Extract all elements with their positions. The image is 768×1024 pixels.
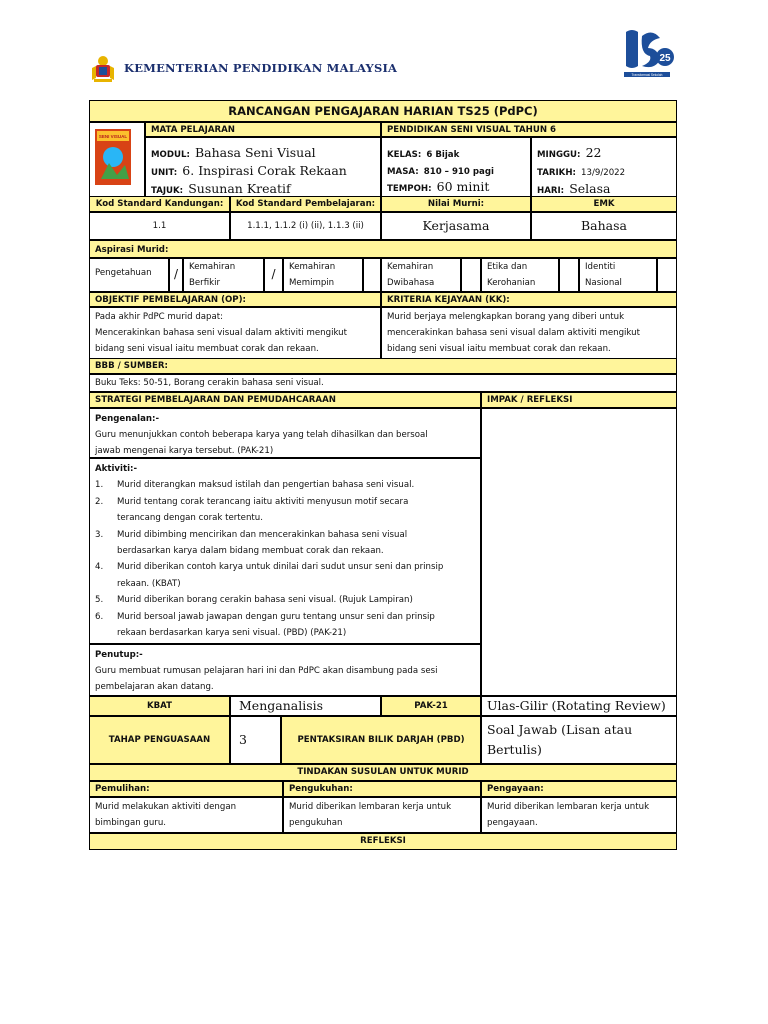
- pengukuhan-text: [283, 797, 481, 833]
- unit-value: 6. Inspirasi Corak Rekaan: [182, 163, 347, 178]
- kod-standard-kandungan-header: Kod Standard Kandungan:: [89, 196, 230, 212]
- aktiviti-item-number: 5.: [95, 595, 104, 606]
- aspirasi-etika-kerohanian-mark: [559, 258, 579, 292]
- impak-refleksi-area[interactable]: [481, 408, 677, 696]
- kelas-value: 6 Bijak: [426, 150, 460, 160]
- pengenalan-section: [89, 408, 481, 458]
- minggu-label: MINGGU:: [537, 150, 581, 160]
- aktiviti-item: [95, 559, 475, 592]
- tahap-penguasaan-value: 3: [230, 716, 281, 764]
- pengenalan-label: Pengenalan:-: [95, 414, 160, 424]
- tempoh-label: TEMPOH:: [387, 184, 432, 194]
- bbb-text: Buku Teks: 50-51, Borang cerakin bahasa seni visual.: [89, 374, 677, 392]
- strategi-label: STRATEGI PEMBELAJARAN DAN PEMUDAHCARAAN: [89, 392, 481, 408]
- aktiviti-item-number: 4.: [95, 562, 104, 573]
- aktiviti-item-number: 6.: [95, 611, 104, 622]
- kbat-label: KBAT: [89, 696, 230, 716]
- modul-cell: [145, 137, 381, 198]
- aktiviti-list: [95, 477, 475, 641]
- kriteria-label: KRITERIA KEJAYAAN (KK):: [381, 292, 677, 307]
- bbb-label: BBB / SUMBER:: [89, 358, 677, 374]
- pemulihan-label: Pemulihan:: [89, 781, 283, 797]
- aspirasi-pengetahuan: Pengetahuan: [89, 258, 169, 292]
- aktiviti-item-line-2: rekaan. (KBAT): [117, 578, 181, 589]
- pengukuhan-line-2: pengukuhan: [289, 818, 343, 828]
- tarikh-value: 13/9/2022: [581, 168, 626, 178]
- tindakan-susulan-label: TINDAKAN SUSULAN UNTUK MURID: [89, 764, 677, 781]
- aspirasi-kemahiran-memimpin-mark: [363, 258, 381, 292]
- aktiviti-item: [95, 527, 475, 560]
- pbd-value-line-1: Soal Jawab (Lisan atau: [487, 722, 633, 737]
- minggu-cell: [531, 137, 677, 198]
- kelas-label: KELAS:: [387, 150, 422, 160]
- objektif-line-3: bidang seni visual iaitu membuat corak dan rekaan.: [95, 344, 319, 354]
- aktiviti-item-line-1: Murid tentang corak terancang iaitu aktiviti menyusun motif secara: [117, 496, 409, 507]
- aktiviti-item-line-1: Murid bersoal jawab jawapan dengan guru tentang unsur seni dan prinsip: [117, 611, 435, 622]
- aspirasi-kemahiran-berfikir-mark: /: [264, 258, 283, 292]
- kriteria-line-2: mencerakinkan bahasa seni visual dalam aktiviti mengikut: [387, 328, 640, 338]
- aspirasi-kemahiran-dwibahasa: Kemahiran Dwibahasa: [381, 258, 461, 292]
- pengayaan-label: Pengayaan:: [481, 781, 677, 797]
- aspirasi-pengetahuan-mark: /: [169, 258, 183, 292]
- aktiviti-item-number: 3.: [95, 529, 104, 540]
- subject-value: PENDIDIKAN SENI VISUAL TAHUN 6: [381, 122, 677, 137]
- aktiviti-label: Aktiviti:-: [95, 464, 138, 474]
- kelas-cell: [381, 137, 531, 198]
- emk-header: EMK: [531, 196, 677, 212]
- textbook-cover-cell: [89, 122, 145, 198]
- aktiviti-item-number: 2.: [95, 496, 104, 507]
- kriteria-text: [381, 307, 677, 364]
- impak-refleksi-label: IMPAK / REFLEKSI: [481, 392, 677, 408]
- pemulihan-line-1: Murid melakukan aktiviti dengan: [95, 802, 237, 812]
- tahap-penguasaan-label: TAHAP PENGUASAAN: [89, 716, 230, 764]
- pbd-value: [481, 716, 677, 764]
- pak21-value: Ulas-Gilir (Rotating Review): [481, 696, 677, 716]
- penutup-line-2: pembelajaran akan datang.: [95, 682, 214, 692]
- minggu-value: 22: [585, 145, 602, 160]
- aktiviti-item-line-1: Murid diterangkan maksud istilah dan pengertian bahasa seni visual.: [117, 480, 415, 491]
- aspirasi-kemahiran-dwibahasa-mark: [461, 258, 481, 292]
- emk-value: Bahasa: [531, 212, 677, 240]
- pengenalan-line-2: jawab mengenai karya tersebut. (PAK-21): [95, 446, 274, 456]
- nilai-murni-value: Kerjasama: [381, 212, 531, 240]
- kriteria-line-3: bidang seni visual iaitu membuat corak dan rekaan.: [387, 344, 611, 354]
- nilai-murni-header: Nilai Murni:: [381, 196, 531, 212]
- plan-title: RANCANGAN PENGAJARAN HARIAN TS25 (PdPC): [89, 100, 677, 122]
- pengayaan-line-2: pengayaan.: [487, 818, 538, 828]
- aktiviti-item: [95, 494, 475, 527]
- lesson-plan-table: [89, 100, 677, 850]
- ministry-title: KEMENTERIAN PENDIDIKAN MALAYSIA: [124, 61, 398, 75]
- pengenalan-line-1: Guru menunjukkan contoh beberapa karya yang telah dihasilkan dan bersoal: [95, 430, 428, 440]
- tarikh-label: TARIKH:: [537, 168, 576, 178]
- textbook-cover-title: SENI VISUAL: [98, 134, 128, 139]
- pengayaan-line-1: Murid diberikan lembaran kerja untuk: [487, 802, 650, 812]
- malaysia-crest-icon: [90, 54, 116, 84]
- aspirasi-etika-kerohanian: Etika dan Kerohanian: [481, 258, 559, 292]
- modul-value: Bahasa Seni Visual: [194, 145, 316, 160]
- ts25-caption: Transformasi Sekolah: [631, 73, 663, 77]
- aspirasi-kemahiran-berfikir: Kemahiran Berfikir: [183, 258, 264, 292]
- pengukuhan-line-1: Murid diberikan lembaran kerja untuk: [289, 802, 452, 812]
- pak21-label: PAK-21: [381, 696, 481, 716]
- kbat-value: Menganalisis: [230, 696, 381, 716]
- aktiviti-item: [95, 609, 475, 642]
- hari-value: Selasa: [569, 181, 611, 196]
- pengukuhan-label: Pengukuhan:: [283, 781, 481, 797]
- hari-label: HARI:: [537, 186, 565, 196]
- objektif-label: OBJEKTIF PEMBELAJARAN (OP):: [89, 292, 381, 307]
- pemulihan-line-2: bimbingan guru.: [95, 818, 167, 828]
- subject-label: MATA PELAJARAN: [145, 122, 381, 137]
- pemulihan-text: [89, 797, 283, 833]
- kriteria-line-1: Murid berjaya melengkapkan borang yang diberi untuk: [387, 312, 625, 322]
- masa-label: MASA:: [387, 167, 419, 177]
- tajuk-value: Susunan Kreatif: [188, 181, 291, 196]
- pbd-label: PENTAKSIRAN BILIK DARJAH (PBD): [281, 716, 481, 764]
- aktiviti-item-line-1: Murid diberikan borang cerakin bahasa seni visual. (Rujuk Lampiran): [117, 595, 413, 606]
- aktiviti-item-line-1: Murid dibimbing mencirikan dan mencerakinkan bahasa seni visual: [117, 529, 408, 540]
- aktiviti-item-line-2: terancang dengan corak tertentu.: [117, 513, 263, 524]
- kod-standard-pembelajaran-header: Kod Standard Pembelajaran:: [230, 196, 381, 212]
- tempoh-value: 60 minit: [436, 179, 490, 194]
- masa-value: 810 – 910 pagi: [423, 167, 494, 177]
- aktiviti-item: [95, 592, 475, 608]
- modul-label: MODUL:: [151, 150, 190, 160]
- ts25-logo: [618, 26, 678, 84]
- objektif-text: [89, 307, 381, 364]
- aspirasi-label: Aspirasi Murid:: [89, 240, 677, 258]
- ts25-logo-icon: [618, 26, 678, 84]
- aktiviti-section: [89, 458, 481, 644]
- aktiviti-item-line-1: Murid diberikan contoh karya untuk dinilai dari sudut unsur seni dan prinsip: [117, 562, 444, 573]
- aktiviti-item-line-2: berdasarkan karya dalam bidang membuat corak dan rekaan.: [117, 546, 384, 557]
- penutup-line-1: Guru membuat rumusan pelajaran hari ini dan PdPC akan disambung pada sesi: [95, 666, 438, 676]
- penutup-label: Penutup:-: [95, 650, 143, 660]
- aktiviti-item: [95, 477, 475, 493]
- textbook-cover-icon: [95, 129, 131, 185]
- ts25-logo-text: 25: [659, 53, 671, 64]
- kod-standard-kandungan-value: 1.1: [89, 212, 230, 240]
- pengayaan-text: [481, 797, 677, 833]
- aspirasi-kemahiran-memimpin: Kemahiran Memimpin: [283, 258, 363, 292]
- aktiviti-item-line-2: rekaan berdasarkan karya seni visual. (PBD) (PAK-21): [117, 628, 347, 639]
- objektif-line-2: Mencerakinkan bahasa seni visual dalam aktiviti mengikut: [95, 328, 347, 338]
- kod-standard-pembelajaran-value: 1.1.1, 1.1.2 (i) (ii), 1.1.3 (ii): [230, 212, 381, 240]
- tajuk-label: TAJUK:: [151, 186, 184, 196]
- objektif-line-1: Pada akhir PdPC murid dapat:: [95, 312, 224, 322]
- aspirasi-identiti-nasional-mark: [657, 258, 677, 292]
- penutup-section: [89, 644, 481, 696]
- unit-label: UNIT:: [151, 168, 178, 178]
- aspirasi-identiti-nasional: Identiti Nasional: [579, 258, 657, 292]
- aktiviti-item-number: 1.: [95, 480, 104, 491]
- refleksi-label: REFLEKSI: [89, 833, 677, 850]
- pbd-value-line-2: Bertulis): [487, 742, 542, 757]
